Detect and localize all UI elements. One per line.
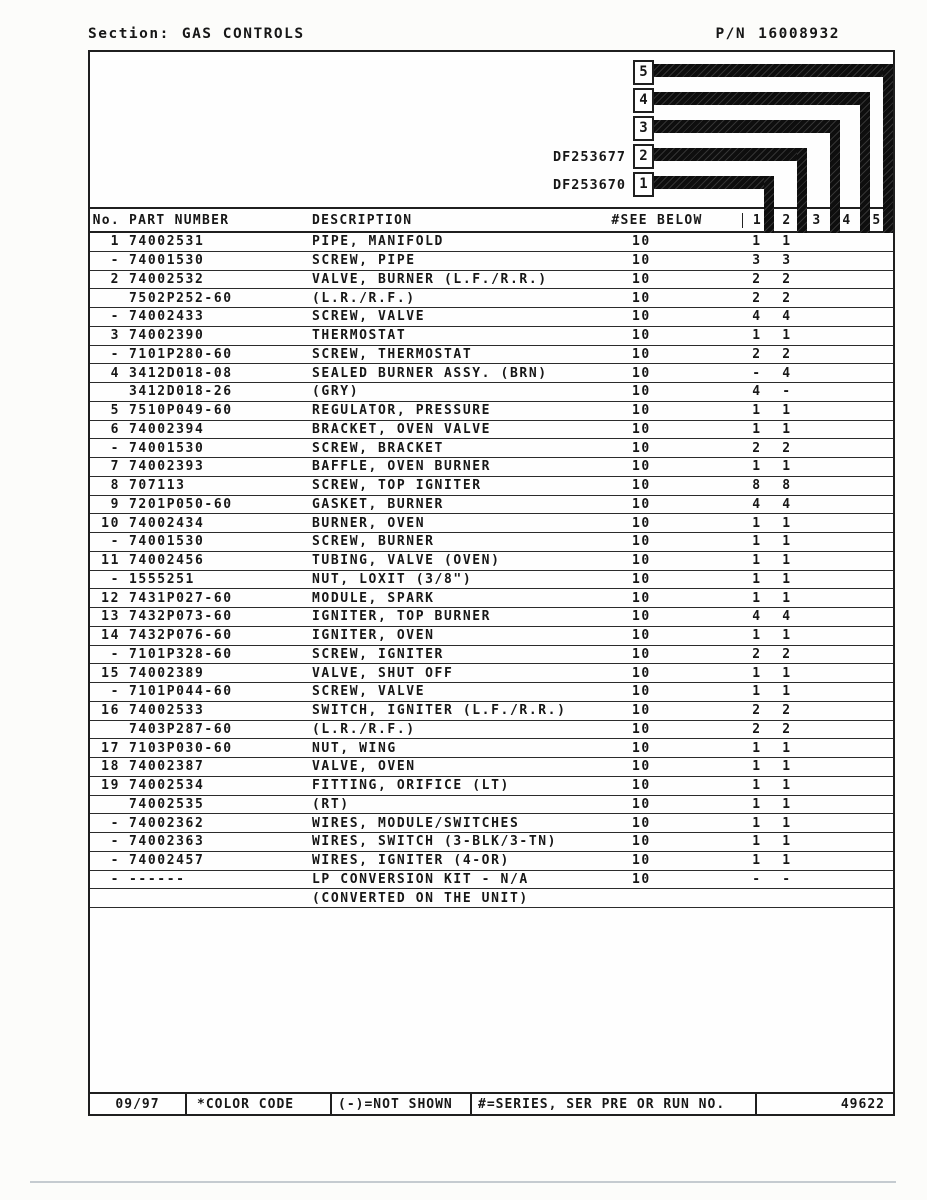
table-row <box>90 627 893 646</box>
cell-see: 10 <box>632 290 651 306</box>
scan-artifact-line <box>30 1181 896 1183</box>
cell-see: 10 <box>632 740 651 756</box>
series-bar-vertical-3 <box>830 120 840 233</box>
series-bar-vertical-4 <box>860 92 870 233</box>
cell-part: 7502P252-60 <box>129 290 233 306</box>
series-number-box-2: 2 <box>633 144 654 169</box>
cell-see: 10 <box>632 403 651 419</box>
cell-part: 7101P044-60 <box>129 684 233 700</box>
parts-list-sheet <box>88 50 895 1116</box>
parts-rows <box>90 233 893 908</box>
cell-q2: 4 <box>782 609 792 625</box>
table-row <box>90 421 893 440</box>
cell-q2: 1 <box>782 815 792 831</box>
header-no: No. <box>92 212 120 228</box>
cell-desc: (L.R./R.F.) <box>312 290 416 306</box>
cell-q2: 1 <box>782 534 792 550</box>
cell-q1: 1 <box>752 853 762 869</box>
table-row <box>90 871 893 890</box>
cell-part: 7101P328-60 <box>129 646 233 662</box>
cell-part: 74002389 <box>129 665 205 681</box>
cell-desc: GASKET, BURNER <box>312 496 444 512</box>
cell-q2: 1 <box>782 421 792 437</box>
cell-no: 6 <box>110 421 120 437</box>
cell-no: - <box>110 253 120 269</box>
table-row <box>90 514 893 533</box>
series-number-box-5: 5 <box>633 60 654 85</box>
cell-q1: 1 <box>752 328 762 344</box>
cell-desc: SCREW, VALVE <box>312 309 426 325</box>
cell-desc: NUT, WING <box>312 740 397 756</box>
cell-q2: 1 <box>782 515 792 531</box>
cell-part: 74002363 <box>129 834 205 850</box>
cell-part: 3412D018-26 <box>129 384 233 400</box>
footer-color-code: *COLOR CODE <box>187 1094 332 1114</box>
cell-no: 1 <box>110 234 120 250</box>
table-row <box>90 552 893 571</box>
header-series-4: 4 <box>842 212 852 228</box>
cell-see: 10 <box>632 553 651 569</box>
cell-see: 10 <box>632 384 651 400</box>
cell-part: 74002390 <box>129 328 205 344</box>
cell-no: 14 <box>101 628 120 644</box>
model-label-series-1: DF253670 <box>552 177 626 193</box>
series-bar-vertical-1 <box>764 176 774 233</box>
cell-q1: 2 <box>752 721 762 737</box>
cell-desc: (GRY) <box>312 384 360 400</box>
cell-desc: IGNITER, OVEN <box>312 628 435 644</box>
cell-part: 74002457 <box>129 853 205 869</box>
cell-desc: SCREW, VALVE <box>312 684 426 700</box>
table-row <box>90 308 893 327</box>
table-row <box>90 646 893 665</box>
cell-desc: LP CONVERSION KIT - N/A <box>312 871 529 887</box>
cell-q2: 2 <box>782 440 792 456</box>
cell-desc: REGULATOR, PRESSURE <box>312 403 492 419</box>
cell-q1: 1 <box>752 815 762 831</box>
cell-q2: 1 <box>782 834 792 850</box>
cell-desc: TUBING, VALVE (OVEN) <box>312 553 501 569</box>
cell-q2: 1 <box>782 459 792 475</box>
table-row <box>90 364 893 383</box>
cell-q2: 1 <box>782 796 792 812</box>
footer-date: 09/97 <box>90 1094 187 1114</box>
cell-q1: 1 <box>752 234 762 250</box>
cell-see: 10 <box>632 309 651 325</box>
table-row <box>90 721 893 740</box>
cell-desc: SEALED BURNER ASSY. (BRN) <box>312 365 548 381</box>
cell-q2: 1 <box>782 665 792 681</box>
cell-q2: 1 <box>782 328 792 344</box>
cell-no: - <box>110 834 120 850</box>
series-bar-horizontal-3 <box>654 120 840 133</box>
cell-desc: SCREW, TOP IGNITER <box>312 478 482 494</box>
series-bar-horizontal-4 <box>654 92 870 105</box>
cell-desc: FITTING, ORIFICE (LT) <box>312 778 510 794</box>
cell-see: 10 <box>632 853 651 869</box>
cell-q2: - <box>782 871 792 887</box>
cell-desc: IGNITER, TOP BURNER <box>312 609 492 625</box>
cell-part: 7431P027-60 <box>129 590 233 606</box>
cell-part: 74002393 <box>129 459 205 475</box>
cell-part: 74002534 <box>129 778 205 794</box>
section-value: GAS CONTROLS <box>181 26 305 42</box>
cell-no: - <box>110 646 120 662</box>
table-row <box>90 664 893 683</box>
cell-see: 10 <box>632 478 651 494</box>
cell-desc: SCREW, BRACKET <box>312 440 444 456</box>
cell-no: 2 <box>110 271 120 287</box>
cell-see: 10 <box>632 721 651 737</box>
cell-desc: BAFFLE, OVEN BURNER <box>312 459 492 475</box>
cell-part: 7432P073-60 <box>129 609 233 625</box>
cell-desc: WIRES, SWITCH (3-BLK/3-TN) <box>312 834 558 850</box>
cell-no: - <box>110 684 120 700</box>
cell-no: 13 <box>101 609 120 625</box>
cell-q1: 3 <box>752 253 762 269</box>
cell-part: 7201P050-60 <box>129 496 233 512</box>
cell-desc: WIRES, IGNITER (4-OR) <box>312 853 510 869</box>
table-row <box>90 683 893 702</box>
series-bar-horizontal-1 <box>654 176 774 189</box>
cell-q1: 1 <box>752 665 762 681</box>
table-row <box>90 346 893 365</box>
cell-desc: SCREW, PIPE <box>312 253 416 269</box>
cell-see: 10 <box>632 365 651 381</box>
cell-see: 10 <box>632 459 651 475</box>
cell-part: 74002456 <box>129 553 205 569</box>
cell-see: 10 <box>632 684 651 700</box>
table-row <box>90 289 893 308</box>
cell-q1: 8 <box>752 478 762 494</box>
cell-desc: MODULE, SPARK <box>312 590 435 606</box>
cell-desc: SCREW, THERMOSTAT <box>312 346 473 362</box>
cell-q1: 2 <box>752 703 762 719</box>
cell-see: 10 <box>632 778 651 794</box>
cell-part: 74002387 <box>129 759 205 775</box>
cell-part: 74001530 <box>129 534 205 550</box>
cell-see: 10 <box>632 440 651 456</box>
footer-series-note: #=SERIES, SER PRE OR RUN NO. <box>472 1094 757 1114</box>
cell-part: 7510P049-60 <box>129 403 233 419</box>
cell-q2: 2 <box>782 346 792 362</box>
header-series-5: 5 <box>872 212 882 228</box>
cell-no: - <box>110 534 120 550</box>
part-number-title <box>715 26 840 42</box>
cell-q2: 1 <box>782 778 792 794</box>
cell-see: 10 <box>632 759 651 775</box>
table-row <box>90 833 893 852</box>
cell-q2: 1 <box>782 403 792 419</box>
table-row <box>90 233 893 252</box>
cell-part: 74002434 <box>129 515 205 531</box>
cell-q2: - <box>782 384 792 400</box>
cell-part: 7101P280-60 <box>129 346 233 362</box>
cell-q1: 1 <box>752 534 762 550</box>
cell-no: 9 <box>110 496 120 512</box>
cell-part: 7103P030-60 <box>129 740 233 756</box>
cell-desc: SCREW, IGNITER <box>312 646 444 662</box>
cell-see: 10 <box>632 590 651 606</box>
series-number-box-1: 1 <box>633 172 654 197</box>
cell-desc: BURNER, OVEN <box>312 515 426 531</box>
series-bar-vertical-2 <box>797 148 807 233</box>
table-row <box>90 739 893 758</box>
cell-q1: - <box>752 871 762 887</box>
cell-part: 74002362 <box>129 815 205 831</box>
cell-q1: 1 <box>752 684 762 700</box>
cell-see: 10 <box>632 253 651 269</box>
cell-see: 10 <box>632 665 651 681</box>
cell-part: 74002394 <box>129 421 205 437</box>
footer-row <box>90 1092 893 1114</box>
table-row <box>90 758 893 777</box>
cell-q2: 1 <box>782 684 792 700</box>
cell-q1: 4 <box>752 384 762 400</box>
cell-desc: THERMOSTAT <box>312 328 407 344</box>
cell-part: 74002533 <box>129 703 205 719</box>
cell-no: - <box>110 309 120 325</box>
page-header <box>88 26 895 42</box>
cell-q1: 1 <box>752 403 762 419</box>
table-row <box>90 439 893 458</box>
cell-part: ------ <box>129 871 186 887</box>
cell-see: 10 <box>632 515 651 531</box>
header-part-number: PART NUMBER <box>129 212 230 228</box>
cell-q2: 2 <box>782 646 792 662</box>
cell-see: 10 <box>632 421 651 437</box>
cell-desc: VALVE, SHUT OFF <box>312 665 454 681</box>
cell-part: 707113 <box>129 478 186 494</box>
cell-q2: 1 <box>782 234 792 250</box>
cell-no: 8 <box>110 478 120 494</box>
cell-no: 12 <box>101 590 120 606</box>
cell-q1: 1 <box>752 553 762 569</box>
cell-desc: (CONVERTED ON THE UNIT) <box>312 890 529 906</box>
cell-no: - <box>110 440 120 456</box>
header-description: DESCRIPTION <box>312 212 413 228</box>
cell-desc: SWITCH, IGNITER (L.F./R.R.) <box>312 703 567 719</box>
cell-no: 5 <box>110 403 120 419</box>
table-row <box>90 271 893 290</box>
footer-doc-number: 49622 <box>840 1096 885 1112</box>
cell-q1: 4 <box>752 496 762 512</box>
cell-desc: (L.R./R.F.) <box>312 721 416 737</box>
cell-q1: 1 <box>752 590 762 606</box>
pn-value: 16008932 <box>758 26 840 42</box>
table-row <box>90 383 893 402</box>
cell-desc: PIPE, MANIFOLD <box>312 234 444 250</box>
table-row <box>90 589 893 608</box>
cell-q2: 4 <box>782 365 792 381</box>
cell-no: 18 <box>101 759 120 775</box>
cell-q2: 1 <box>782 571 792 587</box>
cell-q2: 2 <box>782 703 792 719</box>
cell-see: 10 <box>632 646 651 662</box>
model-label-series-2: DF253677 <box>552 149 626 165</box>
cell-q1: - <box>752 365 762 381</box>
cell-no: - <box>110 346 120 362</box>
cell-q1: 1 <box>752 628 762 644</box>
cell-q2: 2 <box>782 721 792 737</box>
cell-part: 1555251 <box>129 571 195 587</box>
cell-q1: 1 <box>752 740 762 756</box>
cell-q1: 4 <box>752 309 762 325</box>
cell-q1: 4 <box>752 609 762 625</box>
cell-see: 10 <box>632 346 651 362</box>
cell-part: 74002532 <box>129 271 205 287</box>
cell-desc: VALVE, BURNER (L.F./R.R.) <box>312 271 548 287</box>
cell-q2: 1 <box>782 628 792 644</box>
cell-no: 10 <box>101 515 120 531</box>
series-bar-horizontal-5 <box>654 64 893 77</box>
cell-no: 7 <box>110 459 120 475</box>
cell-q2: 2 <box>782 271 792 287</box>
table-row <box>90 477 893 496</box>
footer-not-shown: (-)=NOT SHOWN <box>332 1094 472 1114</box>
cell-q2: 3 <box>782 253 792 269</box>
cell-part: 74001530 <box>129 253 205 269</box>
header-see-below: #SEE BELOW <box>611 212 703 228</box>
table-row <box>90 796 893 815</box>
table-row <box>90 533 893 552</box>
cell-part: 74001530 <box>129 440 205 456</box>
cell-see: 10 <box>632 871 651 887</box>
cell-q1: 2 <box>752 346 762 362</box>
cell-q2: 1 <box>782 853 792 869</box>
table-row <box>90 608 893 627</box>
cell-desc: (RT) <box>312 796 350 812</box>
cell-q1: 2 <box>752 290 762 306</box>
cell-see: 10 <box>632 815 651 831</box>
cell-q2: 1 <box>782 740 792 756</box>
cell-see: 10 <box>632 796 651 812</box>
cell-q1: 2 <box>752 646 762 662</box>
cell-see: 10 <box>632 628 651 644</box>
cell-q1: 1 <box>752 459 762 475</box>
cell-q1: 1 <box>752 571 762 587</box>
cell-no: 4 <box>110 365 120 381</box>
cell-no: - <box>110 571 120 587</box>
cell-see: 10 <box>632 609 651 625</box>
table-row <box>90 814 893 833</box>
cell-q1: 1 <box>752 515 762 531</box>
cell-desc: NUT, LOXIT (3/8") <box>312 571 473 587</box>
cell-see: 10 <box>632 271 651 287</box>
header-series-2: 2 <box>782 212 792 228</box>
cell-q1: 2 <box>752 271 762 287</box>
cell-q1: 2 <box>752 440 762 456</box>
cell-see: 10 <box>632 328 651 344</box>
header-series-3: 3 <box>812 212 822 228</box>
cell-desc: VALVE, OVEN <box>312 759 416 775</box>
cell-q1: 1 <box>752 834 762 850</box>
cell-no: 3 <box>110 328 120 344</box>
cell-desc: SCREW, BURNER <box>312 534 435 550</box>
table-row <box>90 252 893 271</box>
table-row <box>90 852 893 871</box>
cell-no: 17 <box>101 740 120 756</box>
cell-part: 74002535 <box>129 796 205 812</box>
cell-q2: 1 <box>782 553 792 569</box>
cell-q1: 1 <box>752 778 762 794</box>
section-label: Section: <box>88 26 170 42</box>
cell-part: 7403P287-60 <box>129 721 233 737</box>
cell-q1: 1 <box>752 421 762 437</box>
table-row <box>90 458 893 477</box>
cell-part: 3412D018-08 <box>129 365 233 381</box>
cell-see: 10 <box>632 496 651 512</box>
cell-desc: WIRES, MODULE/SWITCHES <box>312 815 520 831</box>
table-row <box>90 327 893 346</box>
cell-see: 10 <box>632 834 651 850</box>
series-bar-vertical-5 <box>883 64 893 233</box>
cell-part: 7432P076-60 <box>129 628 233 644</box>
series-number-box-3: 3 <box>633 116 654 141</box>
cell-see: 10 <box>632 703 651 719</box>
cell-q2: 4 <box>782 496 792 512</box>
header-series-1: 1 <box>742 213 772 228</box>
cell-see: 10 <box>632 534 651 550</box>
cell-part: 74002531 <box>129 234 205 250</box>
table-row <box>90 777 893 796</box>
cell-no: - <box>110 853 120 869</box>
table-row <box>90 496 893 515</box>
cell-q1: 1 <box>752 759 762 775</box>
cell-q2: 8 <box>782 478 792 494</box>
pn-label: P/N <box>715 26 747 42</box>
table-row <box>90 702 893 721</box>
cell-see: 10 <box>632 571 651 587</box>
cell-q2: 1 <box>782 590 792 606</box>
cell-part: 74002433 <box>129 309 205 325</box>
table-row <box>90 889 893 908</box>
cell-no: 16 <box>101 703 120 719</box>
cell-no: - <box>110 815 120 831</box>
table-row <box>90 571 893 590</box>
cell-q2: 1 <box>782 759 792 775</box>
section-title <box>88 26 305 42</box>
cell-no: - <box>110 871 120 887</box>
series-bar-horizontal-2 <box>654 148 807 161</box>
cell-no: 11 <box>101 553 120 569</box>
cell-q2: 2 <box>782 290 792 306</box>
cell-see: 10 <box>632 234 651 250</box>
table-row <box>90 402 893 421</box>
cell-desc: BRACKET, OVEN VALVE <box>312 421 492 437</box>
cell-q1: 1 <box>752 796 762 812</box>
series-number-box-4: 4 <box>633 88 654 113</box>
cell-q2: 4 <box>782 309 792 325</box>
cell-no: 15 <box>101 665 120 681</box>
cell-no: 19 <box>101 778 120 794</box>
